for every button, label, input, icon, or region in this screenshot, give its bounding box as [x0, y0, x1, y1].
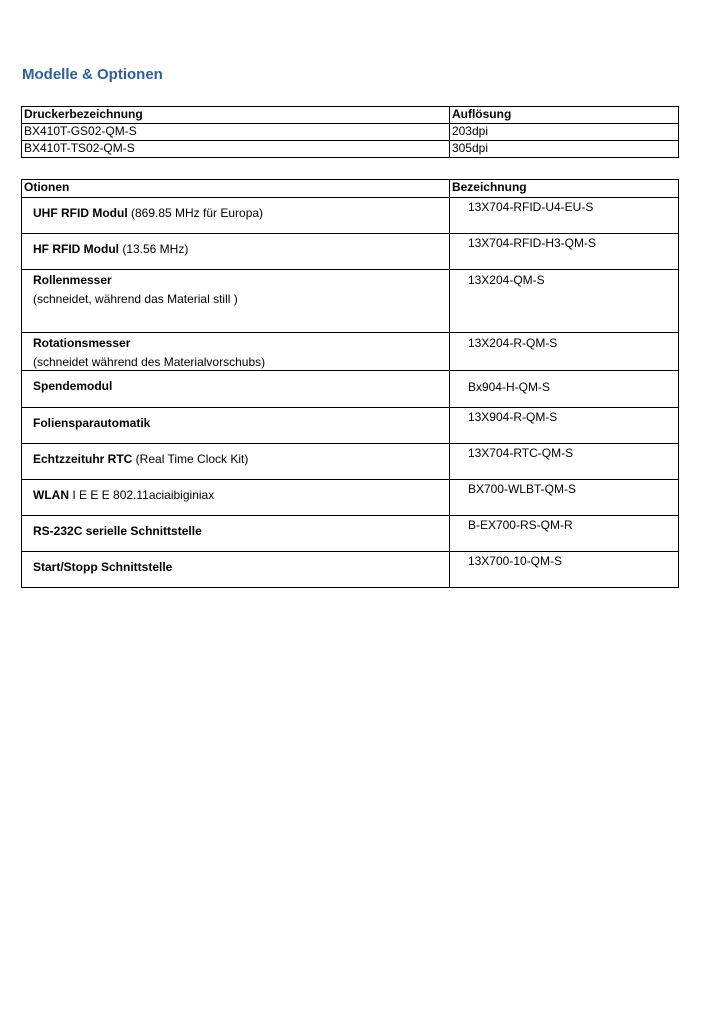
option-name: UHF RFID Modul — [33, 206, 128, 220]
header-aufloesung: Auflösung — [449, 107, 678, 124]
table-row — [22, 198, 679, 234]
options-header-row — [22, 180, 679, 198]
option-name: HF RFID Modul — [33, 242, 119, 256]
option-cell — [22, 198, 450, 234]
option-detail: I E E E 802.11aciaibiginiax — [69, 488, 215, 502]
option-code: 13X204-R-QM-S — [449, 333, 678, 371]
option-code: Bx904-H-QM-S — [449, 371, 678, 408]
option-cell — [22, 516, 450, 552]
header-druckerbezeichnung: Druckerbezeichnung — [22, 107, 450, 124]
option-cell — [22, 270, 450, 333]
option-name: Start/Stopp Schnittstelle — [33, 560, 173, 574]
table-row — [22, 141, 679, 158]
model-name: BX410T-TS02-QM-S — [22, 141, 450, 158]
table-row — [22, 552, 679, 588]
model-resolution: 203dpi — [449, 124, 678, 141]
model-resolution: 305dpi — [449, 141, 678, 158]
page-title: Modelle & Optionen — [22, 66, 163, 83]
option-name: Echtzzeituhr RTC — [33, 452, 133, 466]
option-code: 13X904-R-QM-S — [449, 408, 678, 444]
table-row — [22, 444, 679, 480]
option-cell — [22, 371, 450, 408]
option-cell — [22, 408, 450, 444]
option-name: RS-232C serielle Schnittstelle — [33, 524, 202, 538]
table-row — [22, 124, 679, 141]
option-name: Rollenmesser — [33, 273, 112, 287]
option-code: B-EX700-RS-QM-R — [449, 516, 678, 552]
option-code: 13X704-RFID-U4-EU-S — [449, 198, 678, 234]
option-cell — [22, 234, 450, 270]
table-row — [22, 408, 679, 444]
option-code: 13X704-RFID-H3-QM-S — [449, 234, 678, 270]
table-row — [22, 234, 679, 270]
option-detail: (13.56 MHz) — [118, 242, 189, 256]
option-code: 13X704-RTC-QM-S — [449, 444, 678, 480]
option-subtext: (schneidet während des Materialvorschubs) — [33, 355, 266, 369]
option-code: 13X700-10-QM-S — [449, 552, 678, 588]
option-name: Spendemodul — [33, 379, 113, 393]
option-detail: (869.85 MHz für Europa) — [127, 206, 264, 220]
option-subtext: (schneidet, während das Material still ) — [33, 292, 238, 306]
header-optionen: Otionen — [22, 180, 450, 198]
option-name: Rotationsmesser — [33, 336, 131, 350]
option-code: 13X204-QM-S — [449, 270, 678, 333]
option-detail: (Real Time Clock Kit) — [132, 452, 249, 466]
table-row — [22, 333, 679, 371]
option-name: Foliensparautomatik — [33, 416, 151, 430]
table-row — [22, 516, 679, 552]
option-cell — [22, 444, 450, 480]
option-code: BX700-WLBT-QM-S — [449, 480, 678, 516]
table-row — [22, 371, 679, 408]
models-table — [21, 106, 679, 158]
table-row — [22, 270, 679, 333]
option-cell — [22, 480, 450, 516]
option-name: WLAN — [33, 488, 69, 502]
options-table — [21, 179, 679, 588]
option-cell — [22, 333, 450, 371]
model-name: BX410T-GS02-QM-S — [22, 124, 450, 141]
models-header-row — [22, 107, 679, 124]
table-row — [22, 480, 679, 516]
header-bezeichnung: Bezeichnung — [449, 180, 678, 198]
option-cell — [22, 552, 450, 588]
